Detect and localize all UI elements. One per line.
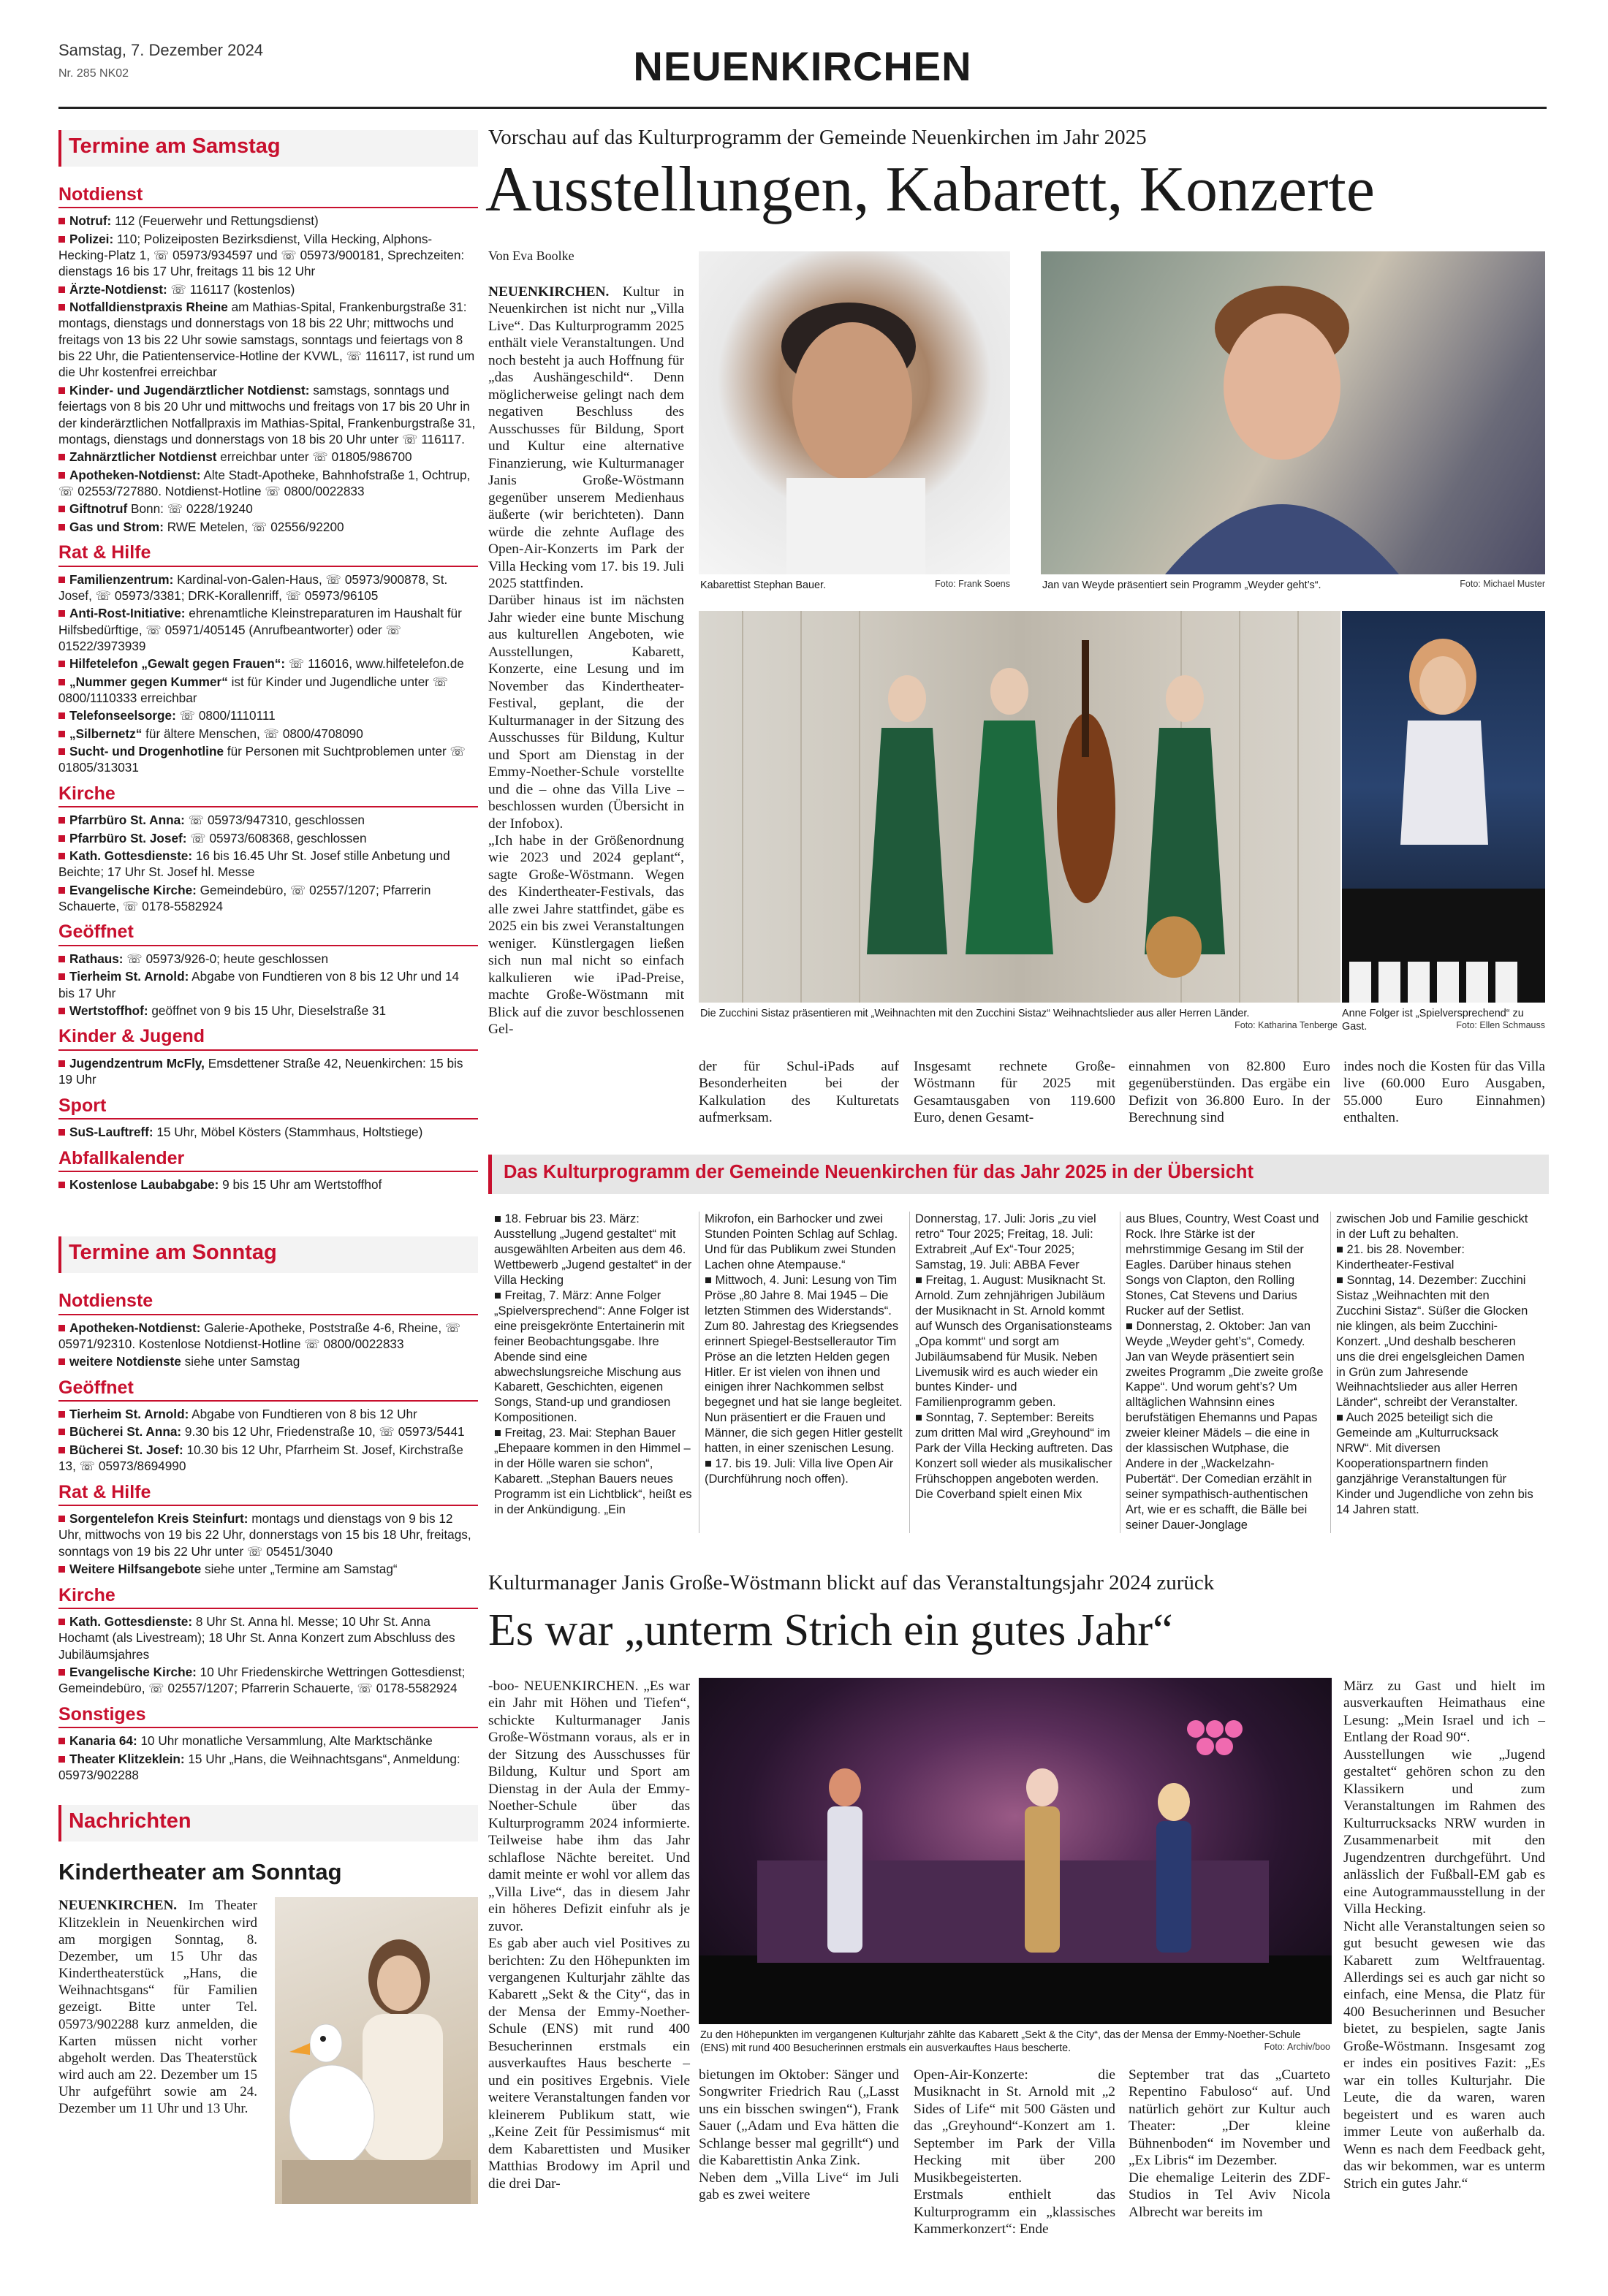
termine-entry — [58, 519, 478, 535]
termine-entry — [58, 605, 478, 654]
termine-entry — [58, 812, 478, 828]
entry-label: Notruf: — [69, 213, 112, 229]
entry-text: 16 bis 16.45 Uhr St. Josef stille Anbetung und Beichte; 17 Uhr St. Josef hl. Messe — [58, 848, 450, 880]
caption-bauer — [700, 579, 1010, 592]
entry-label: Kath. Gottesdienste: — [69, 848, 193, 864]
termine-entry — [58, 1561, 478, 1577]
bullet-icon — [58, 1182, 65, 1188]
entry-text: siehe unter Samstag — [184, 1354, 300, 1369]
entry-text: für Personen mit Suchtproblemen unter ☏ 01805/313031 — [58, 744, 466, 775]
termine-column — [58, 130, 478, 2118]
entry-label: Kath. Gottesdienste: — [69, 1614, 193, 1629]
entry-text: Abgabe von Fundtieren von 8 bis 12 Uhr — [191, 1407, 417, 1422]
category-heading: Notdienste — [58, 1289, 478, 1315]
kindertheater-photo — [275, 1897, 478, 2204]
entry-label: Telefonseelsorge: — [69, 708, 176, 723]
article1-dateline: NEUENKIRCHEN. — [488, 284, 610, 300]
portrait-weyde-illustration — [1041, 251, 1545, 574]
caption-zucchini — [700, 1007, 1338, 1032]
entry-text: 9 bis 15 Uhr am Wertstoffhof — [222, 1177, 382, 1192]
entry-text: ☏ 116016, www.hilfetelefon.de — [288, 656, 464, 672]
entry-text: 10 Uhr Friedenskirche Wettringen Gottesdienst; Gemeindebüro, ☏ 02557/1207; Pfarrerin Schauerte, ☏ 0178-5582924 — [58, 1665, 466, 1696]
termine-entry — [58, 231, 478, 280]
entry-label: Bücherei St. Anna: — [69, 1424, 182, 1440]
bullet-icon — [58, 506, 65, 512]
kindertheater-headline: Kindertheater am Sonntag — [58, 1859, 342, 1885]
termine-entry — [58, 882, 478, 915]
entry-label: Kostenlose Laubabgabe: — [69, 1177, 219, 1192]
termine-entry — [58, 968, 478, 1001]
category-heading: Rat & Hilfe — [58, 1480, 478, 1507]
entry-label: Familienzentrum: — [69, 571, 174, 587]
overview-col1: ■ 18. Februar bis 23. März: Ausstellung „Jugend gestaltet“ mit ausgewählten Arbeiten aus dem 46. Wettbewerb „Jugend gestaltet“ in der Villa Hecking ■ Freitag, 7. März: Anne Folger „Spielversprechend“: Anne Folger ist eine preisgekrönte Entertainerin mit feiner Beobachtungsgabe. Ihre Abende sind eine abwechslungsreiche Mischung aus Kabarett, Geschichten, eigenen Songs, Stand-up und grandiosen Kompositionen. ■ Freitag, 23. Mai: Stephan Bauer „Ehepaare kommen in den Himmel – in der Hölle waren sie schon“, Kabarett. „Stephan Bauers neues Programm ist ein Lichtblick“, heißt es in der Ankündigung. „Ein — [494, 1212, 692, 1517]
termine-entry — [58, 726, 478, 742]
entry-text: 9.30 bis 12 Uhr, Friedenstraße 10, ☏ 05973/5441 — [184, 1424, 465, 1440]
overview-divider — [1330, 1212, 1331, 1533]
bullet-icon — [58, 835, 65, 842]
bullet-icon — [58, 1566, 65, 1573]
entry-text: Kardinal-von-Galen-Haus, ☏ 05973/900878, St. Josef, ☏ 05973/3381; DRK-Korallenriff, ☏ 05973/96105 — [58, 571, 448, 603]
bullet-icon — [58, 286, 65, 293]
termine-entry — [58, 1353, 478, 1369]
caption-folger — [1342, 1007, 1545, 1033]
bullet-icon — [58, 472, 65, 479]
entry-text: 8 Uhr St. Anna hl. Messe; 10 Uhr St. Anna Hochamt (als Livestream); 18 Uhr St. Anna Konzert zum Abschluss des Jubiläumsjahres — [58, 1614, 455, 1662]
photo-jan-van-weyde — [1041, 251, 1545, 574]
entry-text: ☏ 05973/608368, geschlossen — [190, 830, 367, 845]
article2-col4: September trat das „Cuarteto Repentino Fabuloso“ auf. Und natürlich gehört zur Kultur auch Theater: „Der kleine Bühnenboden“ im November und „Ex Libris“ im Dezember. Die ehemalige Leiterin des ZDF-Studios in Tel Aviv Nicola Albrecht war bereits im — [1129, 2067, 1330, 2220]
termine-entry — [58, 1176, 478, 1193]
termine-sonntag-list — [58, 1289, 478, 1783]
entry-label: Anti-Rost-Initiative: — [69, 606, 186, 621]
anne-folger-illustration — [1342, 611, 1545, 1003]
article2-col3: Open-Air-Konzerte: die Musiknacht in St. Arnold mit „2 Sides of Life“ mit 500 Gästen und das „Greyhound“-Konzert am 1. September im Park der Villa Hecking mit über 200 Musikbegeisterten. Erstmals enthielt das Kulturprogramm ein „klassisches Kammerkonzert“: Ende — [914, 2067, 1115, 2238]
bullet-icon — [58, 304, 65, 311]
entry-text: ☏ 116117 (kostenlos) — [170, 281, 295, 297]
entry-label: Pfarrbüro St. Anna: — [69, 813, 185, 828]
termine-entry — [58, 467, 478, 500]
caption-weyde-credit: Foto: Michael Muster — [1460, 579, 1545, 589]
bullet-icon — [58, 387, 65, 394]
entry-label: Bücherei St. Josef: — [69, 1442, 183, 1457]
entry-text: ☏ 0800/1110111 — [179, 708, 276, 723]
overview-col4: aus Blues, Country, West Coast und Rock. Ihre Stärke ist der mehrstimmige Gesang im Stil der Eagles. Darüber hinaus stehen Songs von Clapton, den Rolling Stones, Cat Stevens und Darius Rucker auf der Setlist. ■ Donnerstag, 2. Oktober: Jan van Weyde „Weyder geht’s“, Comedy. Jan van Weyde präsentiert sein zweites Programm „Die zweite große Kappe“. Und worum geht’s? Um alltäglichen Wahnsinn eines berufstätigen Ehemanns und Papas zweier kleiner Mädels – die eine in der klassischen Wutphase, die Andere in der „Wackelzahn-Pubertät“. Der Comedian erzählt in seiner sympathisch-authentischen Art, wie er es schafft, die Bälle bei seiner Dauer-Jonglage — [1126, 1212, 1324, 1532]
masthead — [58, 41, 1547, 109]
entry-label: Jugendzentrum McFly, — [69, 1055, 205, 1071]
bullet-icon — [58, 1008, 65, 1014]
termine-sonntag-header: Termine am Sonntag — [58, 1236, 478, 1273]
entry-text: Alte Stadt-Apotheke, Bahnhofstraße 1, Ochtrup, ☏ 02553/727880. Notdienst-Hotline ☏ 0800/0022833 — [58, 467, 471, 498]
entry-text: geöffnet von 9 bis 15 Uhr, Dieselstraße 31 — [151, 1003, 387, 1019]
entry-label: Apotheken-Notdienst: — [69, 467, 201, 482]
zucchini-sistaz-illustration — [699, 611, 1340, 1003]
category-heading: Abfallkalender — [58, 1147, 478, 1173]
termine-entry — [58, 449, 478, 465]
entry-text: 15 Uhr „Hans, die Weihnachtsgans“, Anmeldung: 05973/902288 — [58, 1751, 460, 1783]
entry-text: ist für Kinder und Jugendliche unter ☏ 0800/1110333 erreichbar — [58, 674, 449, 706]
termine-entry — [58, 1510, 478, 1559]
category-heading: Sport — [58, 1094, 478, 1120]
termine-entry — [58, 830, 478, 846]
entry-label: Weitere Hilfsangebote — [69, 1562, 202, 1577]
entry-text: 10 Uhr monatliche Versammlung, Alte Marktschänke — [140, 1733, 433, 1749]
termine-samstag-header: Termine am Samstag — [58, 130, 478, 167]
termine-entry — [58, 1442, 478, 1475]
bullet-icon — [58, 1411, 65, 1418]
entry-label: Theater Klitzeklein: — [69, 1751, 185, 1766]
termine-entry — [58, 299, 478, 381]
issue-number: Nr. 285 NK02 — [58, 67, 129, 80]
caption-bauer-text: Kabarettist Stephan Bauer. — [700, 579, 827, 591]
termine-entry — [58, 382, 478, 447]
bullet-icon — [58, 817, 65, 824]
termine-entry — [58, 1664, 478, 1697]
bullet-icon — [58, 1325, 65, 1331]
entry-label: Apotheken-Notdienst: — [69, 1320, 201, 1335]
termine-entry — [58, 501, 478, 517]
bullet-icon — [58, 973, 65, 980]
entry-label: Wertstoffhof: — [69, 1003, 148, 1019]
termine-entry — [58, 743, 478, 776]
bullet-icon — [58, 1447, 65, 1453]
category-heading: Kinder & Jugend — [58, 1025, 478, 1051]
bullet-icon — [58, 236, 65, 243]
bullet-icon — [58, 1738, 65, 1744]
entry-label: Evangelische Kirche: — [69, 1665, 197, 1680]
caption-folger-credit: Foto: Ellen Schmauss — [1456, 1020, 1545, 1030]
bullet-icon — [58, 748, 65, 755]
termine-entry — [58, 1423, 478, 1440]
termine-entry — [58, 1613, 478, 1662]
entry-label: Ärzte-Notdienst: — [69, 281, 167, 297]
entry-label: Pfarrbüro St. Josef: — [69, 830, 187, 845]
article2-col2: bietungen im Oktober: Sänger und Songwriter Friedrich Rau („Lasst uns ein bisschen swingen“), Frank Sauer („Adam und Eva hätten die Schlange besser mal gegrillt“) und die Kabarettistin Anka Zink. Neben dem „Villa Live“ im Juli gab es zwei weitere — [699, 2067, 899, 2203]
entry-text: ☏ 05973/947310, geschlossen — [188, 813, 365, 828]
article1-col2: der für Schul-iPads auf Besonderheiten bei der Kalkulation des Kulturetats aufmerksam. — [699, 1059, 899, 1126]
termine-entry — [58, 1320, 478, 1353]
caption-zucchini-text: Die Zucchini Sistaz präsentieren mit „Weihnachten mit den Zucchini Sistaz“ Weihnachtslieder aus aller Herren Länder. — [700, 1008, 1250, 1019]
entry-text: siehe unter „Termine am Samstag“ — [204, 1562, 398, 1577]
termine-entry — [58, 1055, 478, 1088]
bullet-icon — [58, 1129, 65, 1136]
bullet-icon — [58, 661, 65, 667]
portrait-bauer-illustration — [699, 251, 1010, 574]
caption-weyde-text: Jan van Weyde präsentiert sein Programm „Weyder geht’s“. — [1042, 579, 1321, 591]
termine-entry — [58, 1124, 478, 1140]
caption-bauer-credit: Foto: Frank Soens — [935, 579, 1010, 589]
termine-entry — [58, 1751, 478, 1784]
photo-stephan-bauer — [699, 251, 1010, 574]
termine-entry — [58, 707, 478, 723]
article2-kicker: Kulturmanager Janis Große-Wöstmann blickt auf das Veranstaltungsjahr 2024 zurück — [488, 1571, 1215, 1594]
article1-col5: indes noch die Kosten für das Villa live (60.000 Euro Ausgaben, 55.000 Euro Einnahmen) enthalten. — [1343, 1059, 1545, 1126]
entry-text: am Mathias-Spital, Frankenburgstraße 31: montags, dienstags und donnerstags von 18 bis 22 Uhr; mittwochs und freitags von 13 bis 22 Uhr sowie samstags, sonntags und feiertags von 8 bis 22 Uhr, die Patientenservice-Hotline der KVWL, ☏ 116117, ist rund um die Uhr kostenfrei erreichbar — [58, 299, 475, 380]
termine-entry — [58, 848, 478, 881]
photo-sekt-and-the-city — [699, 1678, 1332, 2024]
article2-col5: März zu Gast und hielt im ausverkauften Heimathaus eine Lesung: „Mein Israel und ich – Entlang der Road 90“. Ausstellungen wie „Jugend gestaltet“ gehören schon zu den Klassikern und zum Veranstaltungen im Rahmen des Kulturrucksacks NRW wurden in Zusammenarbeit mit den Jugendzentren durchgeführt. Und anlässlich der Fußball-EM gab es eine Autogrammausstellung in der Villa Hecking. Nicht alle Veranstaltungen seien so gut besucht gewesen wie das Kabarett zum Weltfrauentag. Allerdings sei es auch gar nicht so einfach, eine Mensa, die Platz für 400 Besucherinnen und Besucher bietet, zu bespielen, sagte Janis Große-Wöstmann. Insgesamt zog er indes ein positives Fazit: „Es war ein tolles Kulturjahr. Die Leute, die da waren, waren begeistert und es waren auch immer Leute von außerhalb da. Wenn es nach dem Feedback geht, das wir bekommen, war es unterm Strich ein gutes Jahr.“ — [1343, 1679, 1545, 2192]
entry-label: Tierheim St. Arnold: — [69, 1407, 189, 1422]
article1-col4: einnahmen von 82.800 Euro gegenüberstünden. Das ergäbe ein Defizit von 36.800 Euro. In der Berechnung sind — [1129, 1059, 1330, 1126]
kindertheater-body: Im Theater Klitzeklein in Neuenkirchen wird am morgigen Sonntag, 8. Dezember, um 15 Uhr das Kindertheaterstück „Hans, die Weihnachtsgans“ für Familien gezeigt. Bitte unter Tel. 05973/902288 kurz anmelden, die Karten müssen nicht vorher abgeholt werden. Das Theaterstück wird auch am 22. Dezember um 15 Uhr aufgeführt sowie am 24. Dezember um 11 Uhr und 13 Uhr. — [58, 1898, 257, 2117]
entry-label: Giftnotruf — [69, 501, 128, 517]
kindertheater-text — [58, 1897, 257, 2117]
entry-label: Sorgentelefon Kreis Steinfurt: — [69, 1511, 249, 1527]
bullet-icon — [58, 610, 65, 617]
category-heading: Kirche — [58, 782, 478, 808]
entry-text: RWE Metelen, ☏ 02556/92200 — [167, 519, 344, 534]
termine-entry — [58, 1733, 478, 1749]
article1-col3: Insgesamt rechnete Große-Wöstmann für 2025 mit Gesamtausgaben von 119.600 Euro, denen Gesamt- — [914, 1059, 1115, 1126]
entry-text: Abgabe von Fundtieren von 8 bis 12 Uhr und 14 bis 17 Uhr — [58, 969, 460, 1000]
entry-text: Galerie-Apotheke, Poststraße 4-6, Rheine, ☏ 05971/92310. Kostenlose Notdienst-Hotline ☏ 0800/0022833 — [58, 1320, 461, 1351]
entry-label: Evangelische Kirche: — [69, 882, 197, 897]
caption-zucchini-credit: Foto: Katharina Tenberge — [1235, 1020, 1338, 1030]
termine-entry — [58, 674, 478, 707]
section-title: NEUENKIRCHEN — [633, 43, 972, 89]
bullet-icon — [58, 712, 65, 719]
caption-weyde — [1042, 579, 1545, 592]
entry-label: weitere Notdienste — [69, 1354, 181, 1369]
bullet-icon — [58, 679, 65, 685]
bullet-icon — [58, 887, 65, 894]
bullet-icon — [58, 1060, 65, 1067]
termine-entry — [58, 1003, 478, 1019]
bullet-icon — [58, 577, 65, 583]
kindertheater-dateline: NEUENKIRCHEN. — [58, 1898, 178, 1914]
bullet-icon — [58, 956, 65, 962]
entry-label: SuS-Lauftreff: — [69, 1125, 153, 1140]
entry-text: 15 Uhr, Möbel Kösters (Stammhaus, Holtstiege) — [156, 1125, 423, 1140]
entry-label: Notfalldienstpraxis Rheine — [69, 299, 228, 314]
issue-date: Samstag, 7. Dezember 2024 — [58, 41, 264, 59]
caption-folger-text: Anne Folger ist „Spielversprechend“ zu Gast. — [1342, 1008, 1524, 1033]
overview-divider — [909, 1212, 910, 1533]
category-heading: Kirche — [58, 1584, 478, 1610]
article2-headline: Es war „unterm Strich ein gutes Jahr“ — [488, 1605, 1173, 1655]
termine-entry — [58, 655, 478, 672]
entry-text: Gemeindebüro, ☏ 02557/1207; Pfarrerin Schauerte, ☏ 0178-5582924 — [58, 882, 431, 914]
bullet-icon — [58, 218, 65, 224]
overview-col5: zwischen Job und Familie geschickt in der Luft zu behalten. ■ 21. bis 28. November: Kindertheater-Festival ■ Sonntag, 14. Dezember: Zucchini Sistaz „Weihnachten mit den Zucchini Sistaz“. Süßer die Glocken nie klingen, als beim Zucchini-Konzert. „Und deshalb bescheren uns die drei engelsgleichen Damen in Grün zum Jahresende Weihnachtslieder aus aller Herren Länder“, schreibt der Veranstalter. ■ Auch 2025 beteiligt sich die Gemeinde am „Kulturrucksack NRW“. Mit diversen Kooperationspartnern finden ganzjährige Veranstaltungen für Kinder und Jugendliche von zehn bis 14 Jahren statt. — [1336, 1212, 1533, 1517]
category-heading: Geöffnet — [58, 1376, 478, 1402]
termine-samstag-list — [58, 183, 478, 1193]
nachrichten-header: Nachrichten — [58, 1805, 478, 1841]
bullet-icon — [58, 1756, 65, 1763]
article1-col1 — [488, 284, 684, 1038]
entry-text: ☏ 05973/926-0; heute geschlossen — [126, 951, 329, 966]
entry-label: Rathaus: — [69, 951, 124, 966]
photo-zucchini-sistaz — [699, 611, 1340, 1003]
bullet-icon — [58, 1516, 65, 1522]
bullet-icon — [58, 1669, 65, 1676]
termine-entry — [58, 951, 478, 967]
termine-entry — [58, 281, 478, 297]
stage-illustration — [699, 1678, 1332, 2024]
entry-label: Tierheim St. Arnold: — [69, 969, 189, 984]
bullet-icon — [58, 1619, 65, 1625]
bullet-icon — [58, 1429, 65, 1435]
overview-header — [488, 1155, 1549, 1194]
entry-label: „Silbernetz“ — [69, 726, 143, 741]
entry-label: Kinder- und Jugendärztlicher Notdienst: — [69, 382, 310, 398]
article1-kicker: Vorschau auf das Kulturprogramm der Gemeinde Neuenkirchen im Jahr 2025 — [488, 126, 1147, 149]
category-heading: Notdienst — [58, 183, 478, 209]
goose-puppet-illustration — [275, 1897, 478, 2204]
bullet-icon — [58, 731, 65, 737]
entry-label: Gas und Strom: — [69, 519, 164, 534]
bullet-icon — [58, 454, 65, 460]
caption-stage-credit: Foto: Archiv/boo — [1264, 2042, 1330, 2052]
entry-text: 10.30 bis 12 Uhr, Pfarrheim St. Josef, Kirchstraße 13, ☏ 05973/8694990 — [58, 1442, 463, 1474]
termine-entry — [58, 213, 478, 229]
entry-label: Polizei: — [69, 231, 114, 246]
entry-text: Emsdettener Straße 42, Neuenkirchen: 15 bis 19 Uhr — [58, 1055, 463, 1087]
entry-text: 110; Polizeiposten Bezirksdienst, Villa Hecking, Alphons-Hecking-Platz 1, ☏ 05973/934597 und ☏ 05973/900181, Sprechzeiten: dienstags 16 bis 17 Uhr, freitags 11 bis 12 Uhr — [58, 231, 465, 279]
entry-label: Kanaria 64: — [69, 1733, 137, 1749]
caption-stage — [700, 2029, 1330, 2055]
bullet-icon — [58, 853, 65, 859]
overview-title: Das Kulturprogramm der Gemeinde Neuenkirchen für das Jahr 2025 in der Übersicht — [504, 1162, 1254, 1182]
overview-col3: Donnerstag, 17. Juli: Joris „zu viel retro“ Tour 2025; Freitag, 18. Juli: Extrabreit „Auf Ex“-Tour 2025; Samstag, 19. Juli: ABBA Fever ■ Freitag, 1. August: Musiknacht St. Arnold. Zum zehnjährigen Jubiläum der Musiknacht in St. Arnold kommt auf Wunsch des Organisationsteams „Opa kommt“ und sorgt am Jubiläumsabend für Musik. Neben Livemusik wird es auch wieder ein buntes Kinder- und Familienprogramm geben. ■ Sonntag, 7. September: Bereits zum dritten Mal wird „Greyhound“ im Park der Villa Hecking auftreten. Das Konzert soll wieder als musikalischer Frühschoppen angeboten werden. Die Coverband spielt einen Mix — [915, 1212, 1113, 1502]
entry-text: Bonn: ☏ 0228/19240 — [131, 501, 253, 517]
bullet-icon — [58, 1358, 65, 1365]
termine-entry — [58, 571, 478, 604]
category-heading: Sonstiges — [58, 1703, 478, 1729]
photo-anne-folger — [1342, 611, 1545, 1003]
article1-headline: Ausstellungen, Kabarett, Konzerte — [485, 154, 1375, 225]
overview-col2: Mikrofon, ein Barhocker und zwei Stunden Pointen Schlag auf Schlag. Und für das Publikum zwei Stunden Lachen ohne Atempause.“ ■ Mittwoch, 4. Juni: Lesung von Tim Pröse „80 Jahre 8. Mai 1945 – Die letzten Stimmen des Widerstands“. Zum 80. Jahrestag des Kriegsendes erinnert Spiegel-Bestsellerautor Tim Pröse an die letzten Helden gegen Hitler. Er ist vielen von ihnen und einigen ihrer Nachkommen selbst begegnet und hat sie lange begleitet. Nun präsentiert er die Frauen und Männer, die sich gegen Hitler gestellt hatten, in einer szenischen Lesung. ■ 17. bis 19. Juli: Villa live Open Air (Durchführung noch offen). — [705, 1212, 903, 1486]
entry-text: erreichbar unter ☏ 01805/986700 — [220, 449, 412, 465]
caption-stage-text: Zu den Höhepunkten im vergangenen Kulturjahr zählte das Kabarett „Sekt & the City“, das der Mensa der Emmy-Noether-Schule (ENS) mit rund 400 Besucherinnen erstmals ein ausverkauftes Haus bescherte. — [700, 2029, 1301, 2054]
bullet-icon — [58, 524, 65, 531]
termine-entry — [58, 1406, 478, 1422]
article1-col1-text: Kultur in Neuenkirchen ist nicht nur „Villa Live“. Das Kulturprogramm 2025 enthält viele Veranstaltungen. Und noch besteht ja auch Hoffnung für „das Aushängeschild“. Denn möglicherweise gelingt nach dem negativen Beschluss des Ausschusses für Bildung, Sport und Kultur eine alternative Finanzierung, wie Kulturmanager Janis Große-Wöstmann gegenüber unserem Medienhaus äußerte (wir berichteten). Dann würde die zehnte Auflage des Open-Air-Konzerts im Park der Villa Hecking vom 17. bis 19. Juli 2025 stattfinden. Darüber hinaus ist im nächsten Jahr wieder eine bunte Mischung aus kulturellen Angeboten, wie Ausstellungen, Kabarett, Konzerte, eine Lesung und im November das Kindertheater-Festival, geplant, die der Kulturmanager in der Sitzung des Ausschusses für Bildung, Kultur und Sport am Dienstag in der Emmy-Noether-Schule vorstellte und die – ohne das Villa Live – beschlossen wurden (Übersicht in der Infobox). „Ich habe in der Größenordnung wie 2023 und 2024 geplant“, sagte Große-Wöstmann. Wegen des Kindertheater-Festivals, das alle zwei Jahre stattfindet, gäbe es 2025 ein bis zwei Veranstaltungen weniger. Künstlergagen ließen sich nun mal nicht so einfach kalkulieren wie iPad-Preise, machte Große-Wöstmann mit Blick auf die zuvor beschlossenen Gel- — [488, 284, 684, 1038]
entry-text: montags und dienstags von 9 bis 12 Uhr, mittwochs von 19 bis 22 Uhr, donnerstags von 15 bis 18 Uhr, freitags, sonntags von 19 bis 22 Uhr unter ☏ 05451/3040 — [58, 1511, 471, 1559]
entry-label: „Nummer gegen Kummer“ — [69, 674, 228, 689]
entry-label: Sucht- und Drogenhotline — [69, 744, 224, 759]
category-heading: Geöffnet — [58, 920, 478, 946]
article1-byline: Von Eva Boolke — [488, 248, 574, 263]
kulturprogramm-overview-box — [488, 1155, 1545, 1540]
category-heading: Rat & Hilfe — [58, 541, 478, 567]
entry-label: Hilfetelefon „Gewalt gegen Frauen“: — [69, 656, 286, 672]
entry-text: ehrenamtliche Kleinstreparaturen im Haushalt für Hilfsbedürftige, ☏ 05971/405145 (Anrufbeantworter) oder ☏ 01522/3973939 — [58, 606, 462, 653]
entry-text: 112 (Feuerwehr und Rettungsdienst) — [115, 213, 319, 229]
entry-text: für ältere Menschen, ☏ 0800/4708090 — [145, 726, 363, 741]
article2-col1: -boo- NEUENKIRCHEN. „Es war ein Jahr mit Höhen und Tiefen“, schickte Kulturmanager Janis Große-Wöstmann voraus, als er in der Sitzung des Ausschusses für Bildung, Kultur und Sport am Dienstag in der Aula der Emmy-Noether-Schule über das Kulturprogramm 2024 informierte. Teilweise habe ihm das Jahr schlaflose Nächte bereitet. Und damit meinte er wohl vor allem das „Villa Live“, das in diesem Jahr ein höheres Defizit einfuhr als je zuvor. Es gab aber auch viel Positives zu berichten: Zu den Höhepunkten im vergangenen Kulturjahr zählte das Kabarett „Sekt & the City“, das in der Mensa der Emmy-Noether-Schule (ENS) mit rund 400 Besucherinnen erstmals ein ausverkauftes Haus bescherte – und ein positives Ergebnis. Viele weitere Veranstaltungen fanden vor kleinerem Publikum statt, wie „Keine Zeit für Pessimismus“ mit dem Kabarettisten und Musiker Matthias Brodowy im April und die drei Dar- — [488, 1679, 690, 2192]
entry-text: samstags, sonntags und feiertags von 8 bis 20 Uhr und mittwochs und freitags von 17 bis 20 Uhr in der kinderärztlichen Notfallpraxis im Mathias-Spital, Frankenburgstraße 31, montags, dienstags und donnerstags von 18 bis 20 Uhr unter ☏ 116117. — [58, 382, 476, 446]
entry-label: Zahnärztlicher Notdienst — [69, 449, 217, 465]
